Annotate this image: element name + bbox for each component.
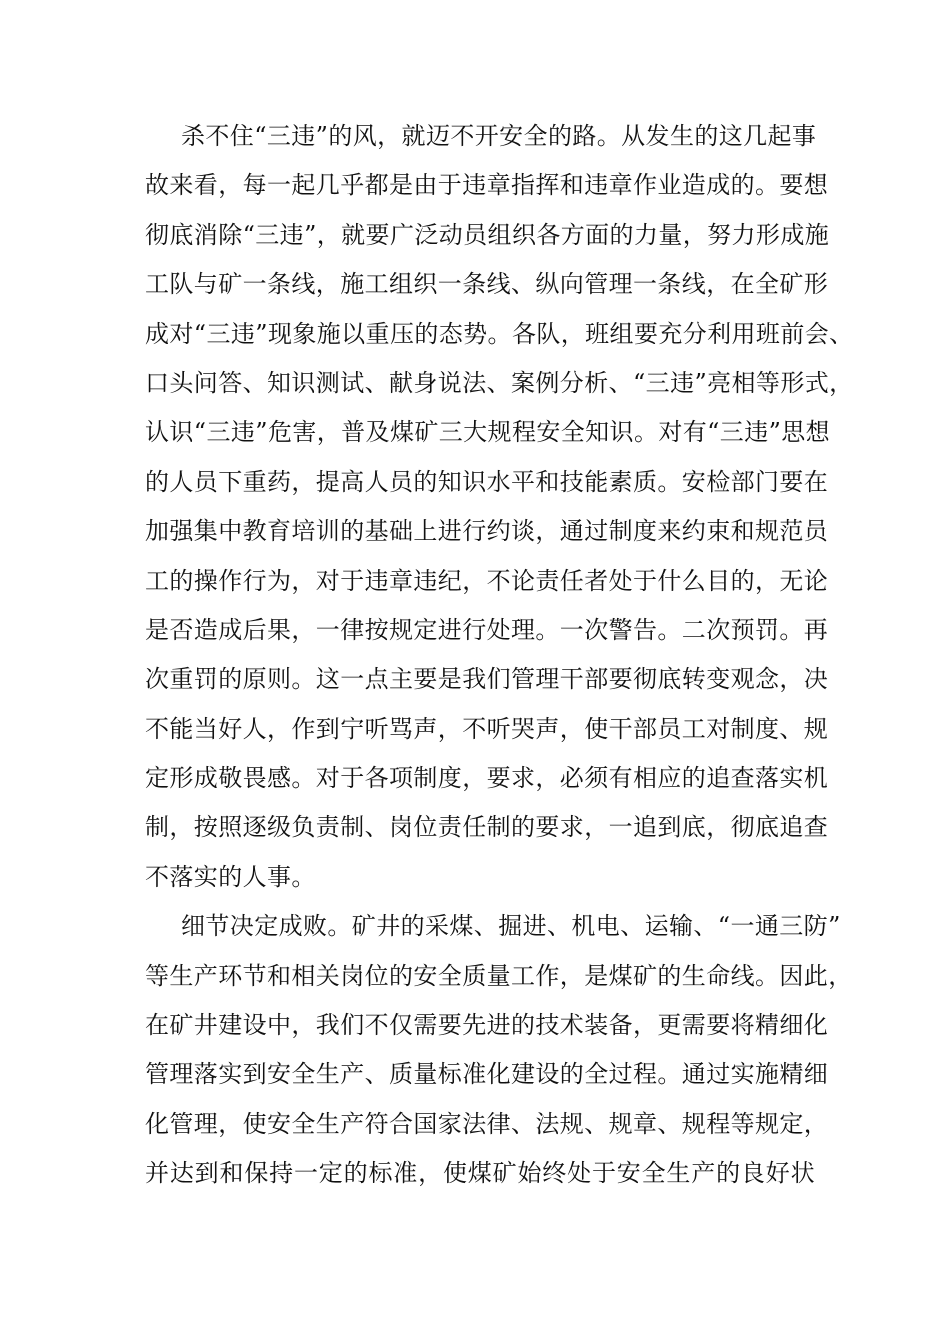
paragraph-2-line-5: 化管理，使安全生产符合国家法律、法规、规章、规程等规定， (145, 1109, 829, 1138)
paragraph-1-line-1: 杀不住“三违”的风，就迈不开安全的路。从发生的这几起事 (181, 122, 817, 150)
paragraph-1-line-13: 不能当好人，作到宁听骂声，不听哭声，使干部员工对制度、规 (145, 714, 829, 743)
paragraph-1-line-4: 工队与矿一条线，施工组织一条线、纵向管理一条线，在全矿形 (145, 270, 829, 299)
paragraph-2-line-2: 等生产环节和相关岗位的安全质量工作，是煤矿的生命线。因此， (145, 961, 853, 990)
paragraph-1-line-9: 加强集中教育培训的基础上进行约谈，通过制度来约束和规范员 (145, 517, 829, 546)
paragraph-1-line-11: 是否造成后果，一律按规定进行处理。一次警告。二次预罚。再 (145, 615, 829, 644)
paragraph-1-line-8: 的人员下重药，提高人员的知识水平和技能素质。安检部门要在 (145, 467, 829, 496)
paragraph-1-line-16: 不落实的人事。 (145, 862, 316, 891)
body-text (145, 112, 854, 1199)
paragraph-1-line-14: 定形成敬畏感。对于各项制度，要求，必须有相应的追查落实机 (145, 764, 829, 793)
paragraph-1-line-5: 成对“三违”现象施以重压的态势。各队，班组要充分利用班前会、 (145, 319, 854, 348)
paragraph-1-line-6: 口头问答、知识测试、献身说法、案例分析、“三违”亮相等形式， (145, 368, 854, 397)
paragraph-2-line-4: 管理落实到安全生产、质量标准化建设的全过程。通过实施精细 (145, 1060, 829, 1089)
paragraph-1-line-10: 工的操作行为，对于违章违纪，不论责任者处于什么目的，无论 (145, 566, 829, 595)
paragraph-1-line-2: 故来看，每一起几乎都是由于违章指挥和违章作业造成的。要想 (145, 171, 829, 200)
paragraph-2-line-6: 并达到和保持一定的标准，使煤矿始终处于安全生产的良好状 (145, 1159, 815, 1188)
paragraph-1-line-15: 制，按照逐级负责制、岗位责任制的要求，一追到底，彻底追查 (145, 813, 829, 842)
paragraph-1-line-7: 认识“三违”危害，普及煤矿三大规程安全知识。对有“三违”思想 (145, 418, 831, 447)
paragraph-2-line-1: 细节决定成败。矿井的采煤、掘进、机电、运输、“一通三防” (181, 912, 841, 941)
paragraph-1-line-12: 次重罚的原则。这一点主要是我们管理干部要彻底转变观念，决 (145, 665, 829, 694)
paragraph-2-line-3: 在矿井建设中，我们不仅需要先进的技术装备，更需要将精细化 (145, 1011, 829, 1040)
paragraph-1-line-3: 彻底消除“三违”，就要广泛动员组织各方面的力量，努力形成施 (145, 220, 830, 249)
